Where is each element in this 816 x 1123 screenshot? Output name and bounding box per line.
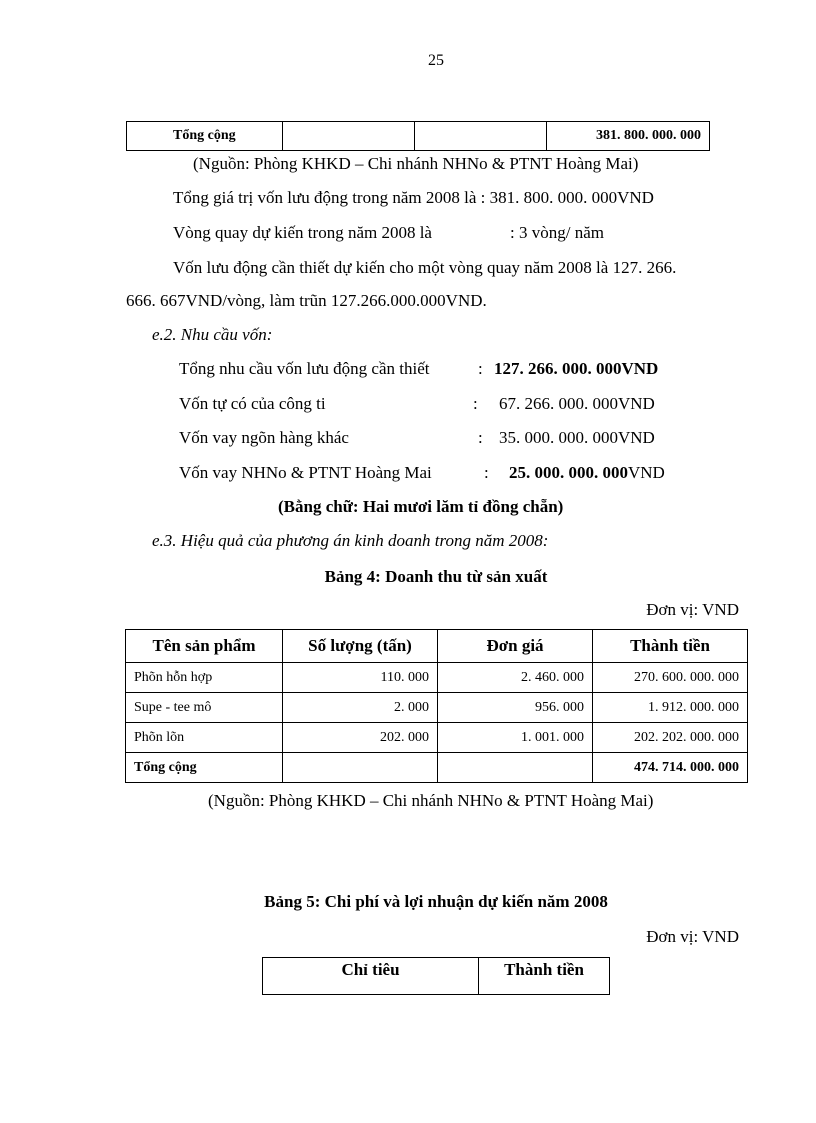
need-value: 35. 000. 000. 000VND — [499, 428, 655, 447]
column-header: Số lượng (tấn) — [283, 630, 438, 663]
table-cell: 2. 460. 000 — [438, 663, 593, 693]
table-cell: 1. 912. 000. 000 — [593, 693, 748, 723]
need-value: 127. 266. 000. 000VND — [494, 359, 659, 378]
table4-unit: Đơn vị: VND — [646, 600, 739, 619]
need-label: Vốn tự có của công ti — [179, 394, 326, 413]
table-cell: 110. 000 — [283, 663, 438, 693]
column-header: Tên sản phẩm — [126, 630, 283, 663]
need-value: 67. 266. 000. 000VND — [499, 394, 655, 413]
table-cell: Phõn hỗn hợp — [126, 663, 283, 693]
paragraph: Vòng quay dự kiến trong năm 2008 là — [173, 223, 432, 242]
table4-title: Bảng 4: Doanh thu từ sản xuất — [324, 567, 548, 586]
table-cell — [283, 122, 415, 151]
table-cell: 1. 001. 000 — [438, 723, 593, 753]
total-value: 381. 800. 000. 000 — [547, 122, 710, 151]
table-cell: 202. 202. 000. 000 — [593, 723, 748, 753]
table-row — [127, 122, 710, 151]
page-number: 25 — [428, 52, 444, 69]
table-header-row — [126, 630, 748, 663]
need-value-currency: VND — [628, 463, 665, 482]
need-label: Tổng nhu cầu vốn lưu động cần thiết — [179, 359, 430, 378]
table5-unit: Đơn vị: VND — [646, 927, 739, 946]
column-header: Đơn giá — [438, 630, 593, 663]
need-colon: : — [478, 359, 483, 378]
total-label: Tổng cộng — [126, 753, 283, 783]
column-header: Thành tiền — [479, 958, 610, 995]
total-label: Tổng cộng — [127, 122, 283, 151]
paragraph-value: : 3 vòng/ năm — [510, 223, 604, 242]
table-row — [126, 723, 748, 753]
table-cell: Supe - tee mô — [126, 693, 283, 723]
table-header-row — [263, 958, 610, 995]
amount-in-words: (Bằng chữ: Hai mươi lăm tỉ đồng chẵn) — [278, 497, 564, 516]
source-note: (Nguồn: Phòng KHKD – Chi nhánh NHNo & PTNT Hoàng Mai) — [208, 791, 654, 810]
table-cell: 2. 000 — [283, 693, 438, 723]
table-row — [126, 663, 748, 693]
table-cell — [415, 122, 547, 151]
paragraph: Tổng giá trị vốn lưu động trong năm 2008 là : 381. 800. 000. 000VND — [173, 188, 654, 207]
table-cell: 956. 000 — [438, 693, 593, 723]
column-header: Chỉ tiêu — [263, 958, 479, 995]
need-colon: : — [484, 463, 489, 482]
revenue-table — [125, 629, 748, 783]
section-heading: e.3. Hiệu quả của phương án kinh doanh trong năm 2008: — [152, 531, 549, 550]
table-cell: 202. 000 — [283, 723, 438, 753]
section-heading: e.2. Nhu cầu vốn: — [152, 325, 273, 344]
need-label: Vốn vay ngõn hàng khác — [179, 428, 349, 447]
total-value: 474. 714. 000. 000 — [593, 753, 748, 783]
carryover-table — [126, 121, 710, 151]
table-cell — [283, 753, 438, 783]
paragraph: 666. 667VND/vòng, làm trũn 127.266.000.000VND. — [126, 291, 487, 310]
table-cell: Phõn lõn — [126, 723, 283, 753]
paragraph: Vốn lưu động cần thiết dự kiến cho một vòng quay năm 2008 là 127. 266. — [173, 258, 677, 277]
column-header: Thành tiền — [593, 630, 748, 663]
need-label: Vốn vay NHNo & PTNT Hoàng Mai — [179, 463, 432, 482]
table5-title: Bảng 5: Chi phí và lợi nhuận dự kiến năm 2008 — [264, 892, 608, 911]
need-colon: : — [473, 394, 478, 413]
need-value — [509, 462, 665, 484]
table-total-row — [126, 753, 748, 783]
source-note: (Nguồn: Phòng KHKD – Chi nhánh NHNo & PTNT Hoàng Mai) — [193, 154, 639, 173]
need-value-amount: 25. 000. 000. 000 — [509, 463, 628, 482]
table-cell — [438, 753, 593, 783]
need-colon: : — [478, 428, 483, 447]
table-cell: 270. 600. 000. 000 — [593, 663, 748, 693]
table-row — [126, 693, 748, 723]
cost-profit-table — [262, 957, 610, 995]
